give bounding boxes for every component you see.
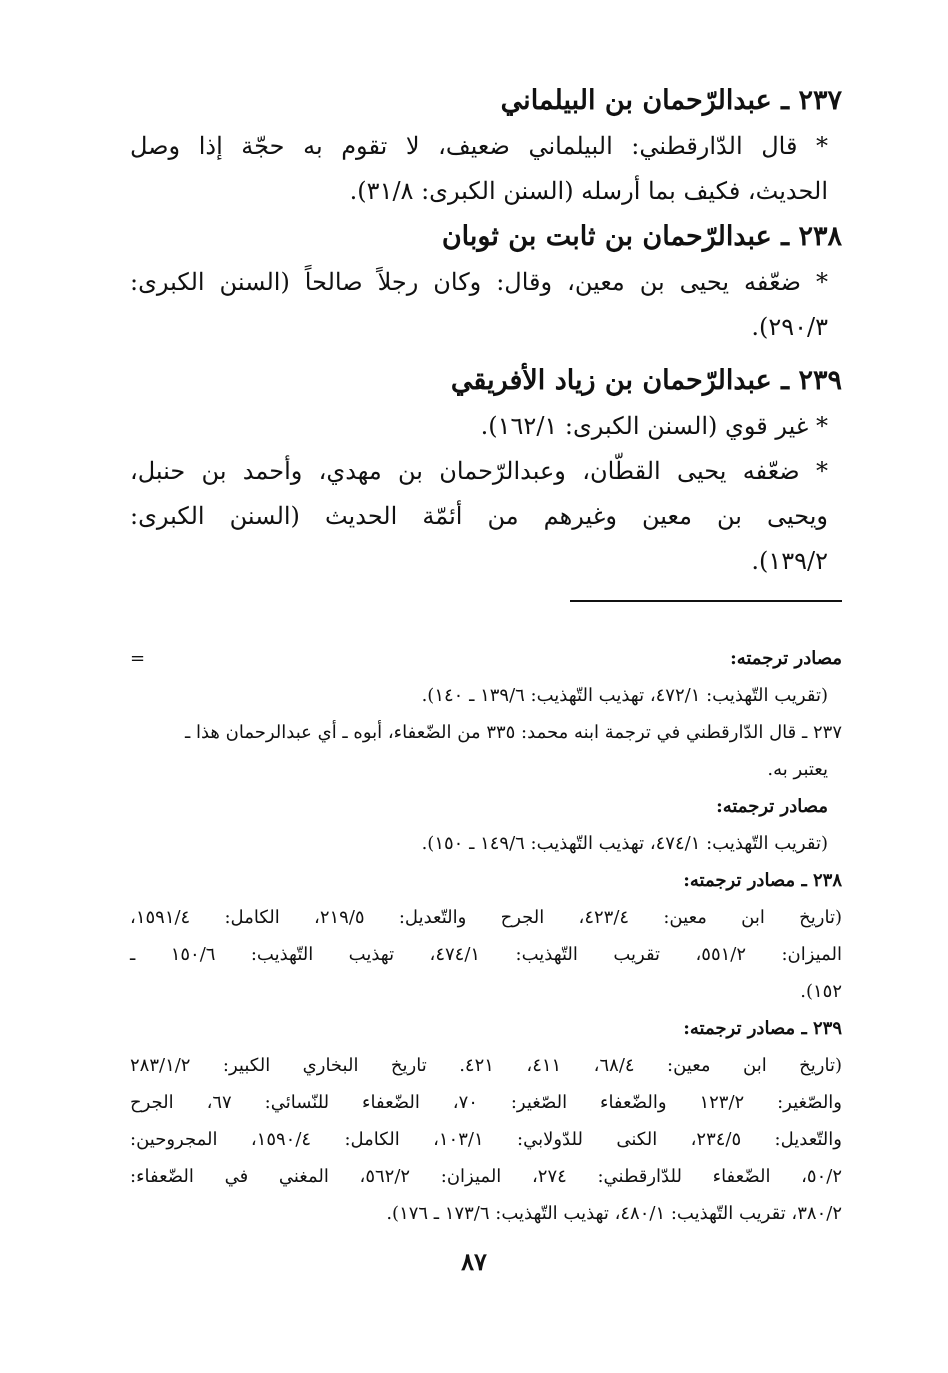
- entry-text-line: ويحيى بن معين وغيرهم من أئمّة الحديث (السنن الكبرى:: [130, 502, 828, 530]
- entry-text-line: * ضعّفه يحيى بن معين، وقال: وكان رجلاً صالحاً (السنن الكبرى:: [130, 268, 828, 296]
- footnote-line: (تاريخ ابن معين: ٤٢٣/٤، الجرح والتّعديل: ٢١٩/٥، الكامل: ١٥٩١/٤،: [130, 907, 842, 928]
- footnote-line: ٣٨٠/٢، تقريب التّهذيب: ٤٨٠/١، تهذيب التّهذيب: ١٧٣/٦ ـ ١٧٦).: [386, 1203, 842, 1224]
- main-text: [130, 78, 842, 584]
- footnote-heading: مصادر ترجمته:: [730, 648, 842, 669]
- footnote-block: [130, 640, 842, 714]
- entry-237: [130, 78, 842, 214]
- footnote-line: والتّعديل: ٢٣٤/٥، الكنى للدّولابي: ١٠٣/١، الكامل: ١٥٩٠/٤، المجروحين:: [130, 1129, 842, 1150]
- entry-text-line: * قال الدّارقطني: البيلماني ضعيف، لا تقوم به حجّة إذا وصل: [130, 132, 828, 160]
- footnote-heading: مصادر ترجمته:: [716, 796, 828, 817]
- footnote-line: (تاريخ ابن معين: ٦٨/٤، ٤١١، ٤٢١. تاريخ البخاري الكبير: ٢٨٣/١/٢: [130, 1055, 842, 1076]
- footnotes: [130, 640, 842, 1232]
- footnote-heading: ٢٣٨ ـ مصادر ترجمته:: [683, 870, 842, 891]
- footnote-heading: ٢٣٩ ـ مصادر ترجمته:: [683, 1018, 842, 1039]
- footnote-line: يعتبر به.: [767, 759, 828, 780]
- entry-text-line: * ضعّفه يحيى القطّان، وعبدالرّحمان بن مهدي، وأحمد بن حنبل،: [130, 457, 828, 485]
- entry-title: ٢٣٧ ـ عبدالرّحمان بن البيلماني: [500, 85, 842, 116]
- footnote-237: [130, 714, 842, 862]
- footnote-238: [130, 862, 842, 1010]
- continuation-mark: =: [130, 648, 146, 669]
- entry-238: [130, 214, 842, 350]
- entry-239: [130, 358, 842, 584]
- entry-text-line: ١٣٩/٢).: [751, 547, 828, 575]
- footnote-line: ٥٠/٢، الضّعفاء للدّارقطني: ٢٧٤، الميزان: ٥٦٢/٢، المغني في الضّعفاء:: [130, 1166, 842, 1187]
- footnote-line: (تقريب التّهذيب: ٤٧٢/١، تهذيب التّهذيب: ١٣٩/٦ ـ ١٤٠).: [421, 685, 828, 706]
- footnote-line: (تقريب التّهذيب: ٤٧٤/١، تهذيب التّهذيب: ١٤٩/٦ ـ ١٥٠).: [421, 833, 828, 854]
- footnote-line: والصّغير: ١٢٣/٢ والضّعفاء الصّغير: ٧٠، الضّعفاء للنّسائي: ٦٧، الجرح: [130, 1092, 842, 1113]
- footnote-line: ٢٣٧ ـ قال الدّارقطني في ترجمة ابنه محمد: ٣٣٥ من الضّعفاء، أبوه ـ أي عبدالرحمان هذا ـ: [184, 722, 842, 743]
- page-number: ٨٧: [461, 1247, 487, 1276]
- entry-title: ٢٣٨ ـ عبدالرّحمان بن ثابت بن ثوبان: [441, 221, 842, 252]
- footnote-line: الميزان: ٥٥١/٢، تقريب التّهذيب: ٤٧٤/١، تهذيب التّهذيب: ١٥٠/٦ ـ: [130, 944, 842, 965]
- entry-text-line: ٢٩٠/٣).: [751, 313, 828, 341]
- entry-text-line: الحديث، فكيف بما أرسله (السنن الكبرى: ٣١/٨).: [349, 177, 828, 205]
- entry-text-line: * غير قوي (السنن الكبرى: ١٦٢/١).: [480, 412, 828, 440]
- footnote-line: ١٥٢).: [800, 981, 842, 1002]
- entry-title: ٢٣٩ ـ عبدالرّحمان بن زياد الأفريقي: [450, 365, 842, 396]
- footnote-239: [130, 1010, 842, 1232]
- footnote-divider: [570, 600, 842, 602]
